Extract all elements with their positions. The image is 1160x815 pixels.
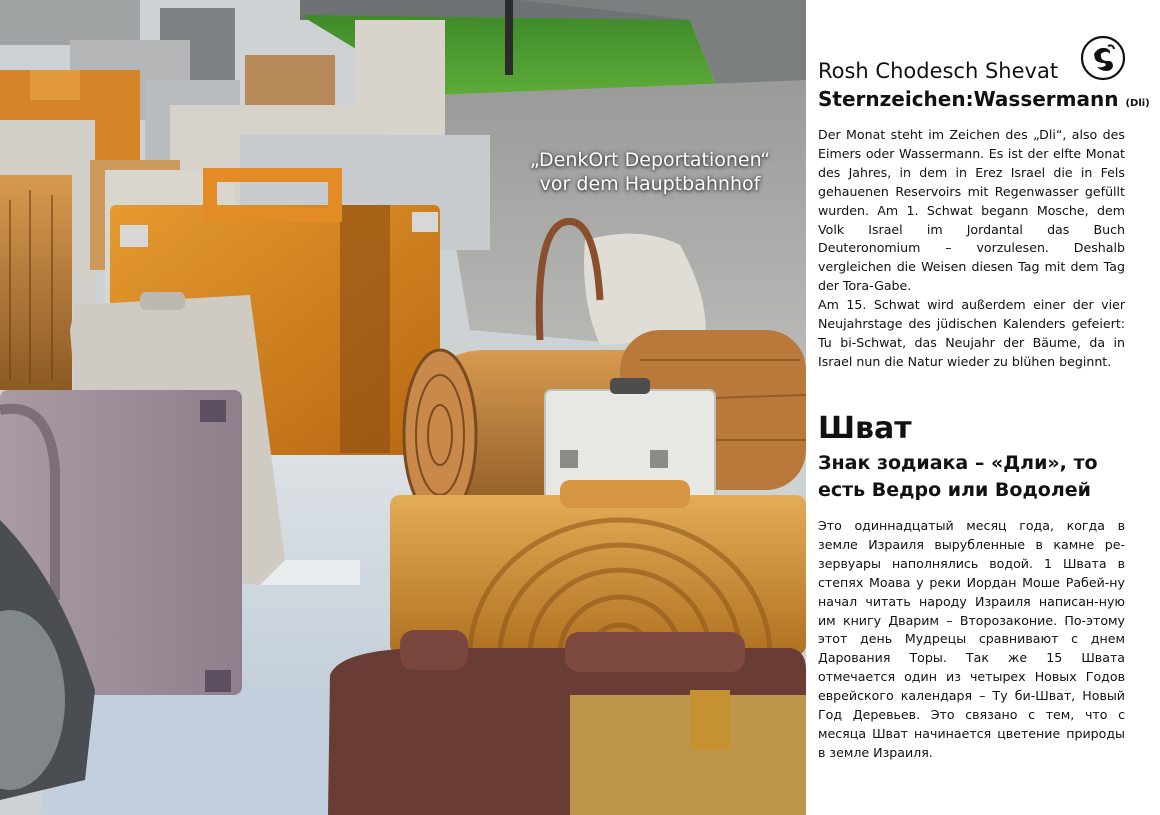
german-subtitle-note: (Dli)	[1125, 98, 1150, 109]
german-body	[818, 126, 1125, 372]
caption-line-1: „DenkOrt Deportationen“	[529, 149, 771, 171]
german-paragraph-1: Der Monat steht im Zeichen des „Dli“, also des Eimers oder Wassermann. Es ist der elfte Monat des Jahres, in dem in Erez Israel die in Fels gehauenen Reservoirs mit Regenwasser gefüllt wurden. Am 1. Schwat begann Mosche, dem Volk Israel im Jordantal das Buch Deuteronomium – vorzulesen. Deshalb vergleichen die Weisen diesen Tag mit dem Tag der Tora-Gabe.	[818, 127, 1125, 294]
german-subtitle-text: Sternzeichen:Wassermann	[818, 87, 1119, 111]
russian-title: Шват	[818, 411, 912, 446]
text-panel	[806, 0, 1160, 815]
german-subtitle	[818, 86, 1148, 117]
caption-line-2: vor dem Hauptbahnhof	[539, 173, 761, 195]
russian-body	[818, 517, 1125, 763]
russian-subtitle: Знак зодиака – «Дли», то есть Ведро или Водолей	[818, 452, 1098, 501]
german-paragraph-2: Am 15. Schwat wird außerdem einer der vier Neujahrstage des jüdischen Kalenders gefeiert: Tu bi-Schwat, das Neujahr der Bäume, da in Israel nun die Natur wieder zu blühen beginnt.	[818, 297, 1125, 369]
german-title: Rosh Chodesch Shevat	[818, 59, 1059, 83]
photo-caption	[500, 148, 800, 196]
russian-paragraph: Это одиннадцатый месяц года, когда в земле Израиля вырубленные в камне ре-зервуары наполнялись водой. 1 Швата в степях Моава у реки Иордан Моше Рабей-ну начал читать народу Израиля написан-ную им книгу Дварим – Второзаконие. По-этому этот день Мудрецы сравнивают с днем Дарования Торы. Так же 15 Швата отмечается один из четырех Новых Годов еврейского календаря – Ту би-Шват, Новый Год Деревьев. Это связано с тем, что с месяца Шват начинается цветение природы в земле Израиля.	[818, 518, 1125, 760]
